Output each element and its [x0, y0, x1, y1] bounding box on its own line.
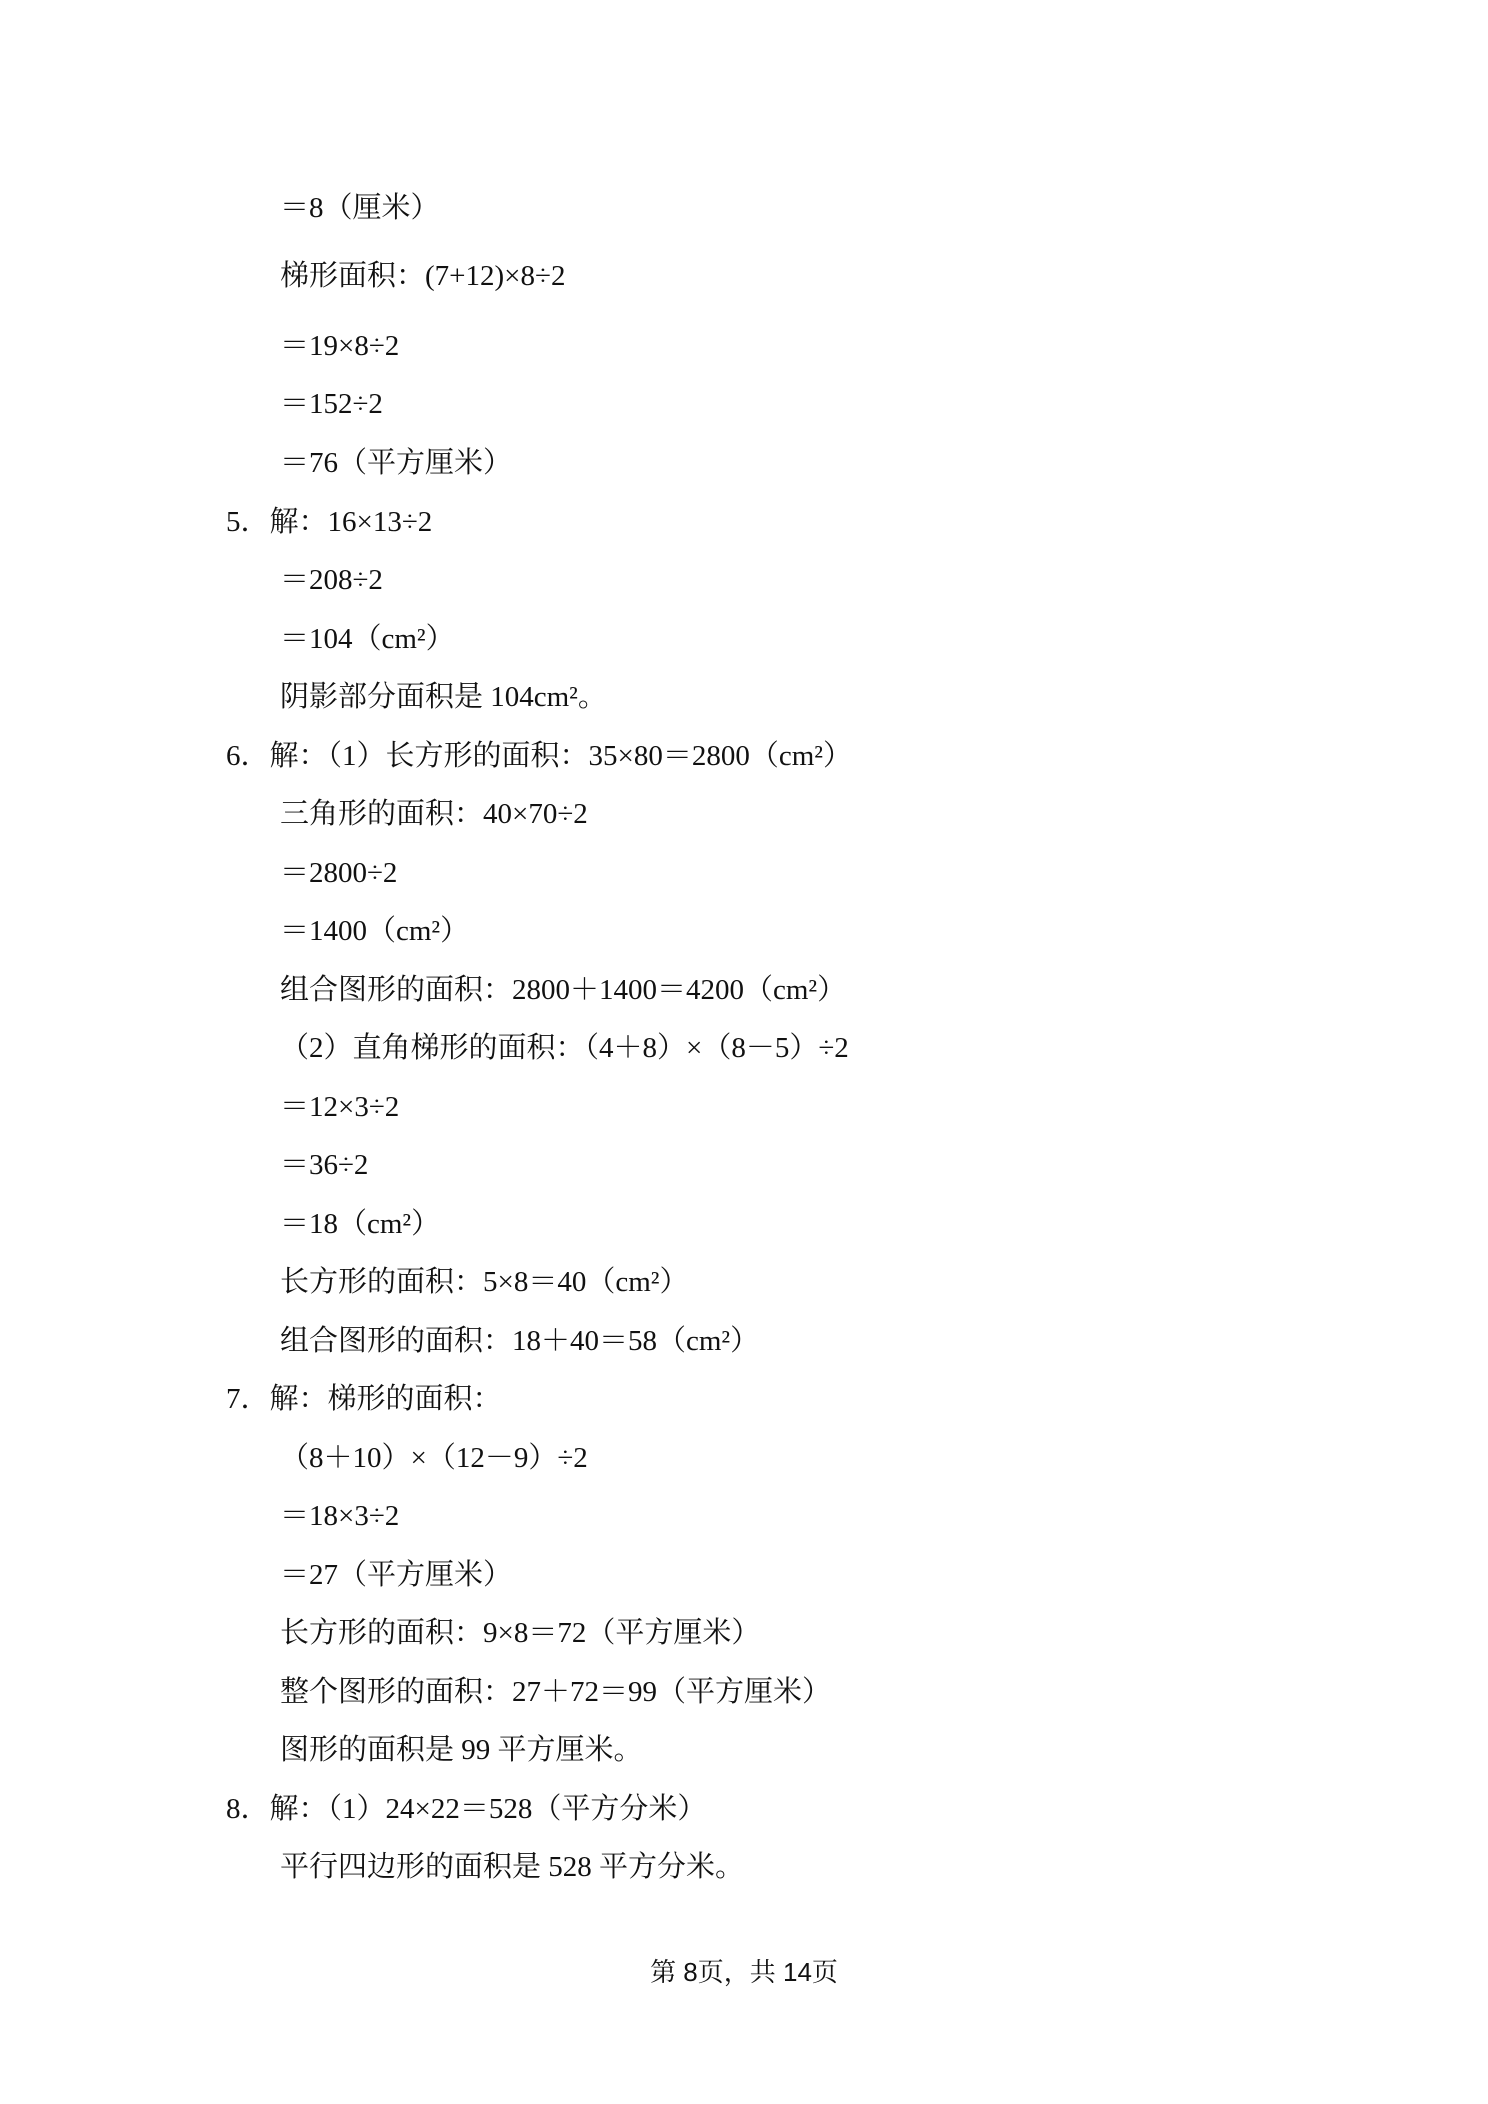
line-1: ＝8（厘米） — [280, 192, 440, 224]
line-22: （8＋10）×（12－9）÷2 — [280, 1442, 588, 1474]
line-23: ＝18×3÷2 — [280, 1500, 400, 1532]
line-16: ＝12×3÷2 — [280, 1091, 400, 1123]
line-19: 长方形的面积：5×8＝40（cm²） — [280, 1266, 689, 1298]
line-25: 长方形的面积：9×8＝72（平方厘米） — [280, 1617, 761, 1649]
line-9: 阴影部分面积是 104cm²。 — [280, 681, 607, 713]
line-28: 8．解：（1）24×22＝528（平方分米） — [226, 1793, 707, 1825]
line-27: 图形的面积是 99 平方厘米。 — [280, 1734, 643, 1766]
line-24: ＝27（平方厘米） — [280, 1559, 513, 1591]
line-14: 组合图形的面积：2800＋1400＝4200（cm²） — [280, 974, 847, 1006]
line-10: 6．解：（1）长方形的面积：35×80＝2800（cm²） — [226, 740, 852, 772]
line-2: 梯形面积：(7+12)×8÷2 — [280, 260, 566, 292]
line-5: ＝76（平方厘米） — [280, 447, 513, 479]
line-15: （2）直角梯形的面积：（4＋8）×（8－5）÷2 — [280, 1032, 849, 1064]
line-18: ＝18（cm²） — [280, 1208, 441, 1240]
line-7: ＝208÷2 — [280, 564, 383, 596]
line-3: ＝19×8÷2 — [280, 330, 400, 362]
line-11: 三角形的面积：40×70÷2 — [280, 798, 588, 830]
line-8: ＝104（cm²） — [280, 623, 455, 655]
line-12: ＝2800÷2 — [280, 857, 398, 889]
line-26: 整个图形的面积：27＋72＝99（平方厘米） — [280, 1676, 832, 1708]
line-6: 5．解：16×13÷2 — [226, 506, 433, 538]
line-20: 组合图形的面积：18＋40＝58（cm²） — [280, 1325, 760, 1357]
line-17: ＝36÷2 — [280, 1149, 369, 1181]
line-29: 平行四边形的面积是 528 平方分米。 — [280, 1851, 745, 1883]
line-21: 7．解：梯形的面积： — [226, 1383, 502, 1415]
line-4: ＝152÷2 — [280, 388, 383, 420]
line-13: ＝1400（cm²） — [280, 915, 470, 947]
page-footer: 第 8页，共 14页 — [650, 1957, 838, 1987]
